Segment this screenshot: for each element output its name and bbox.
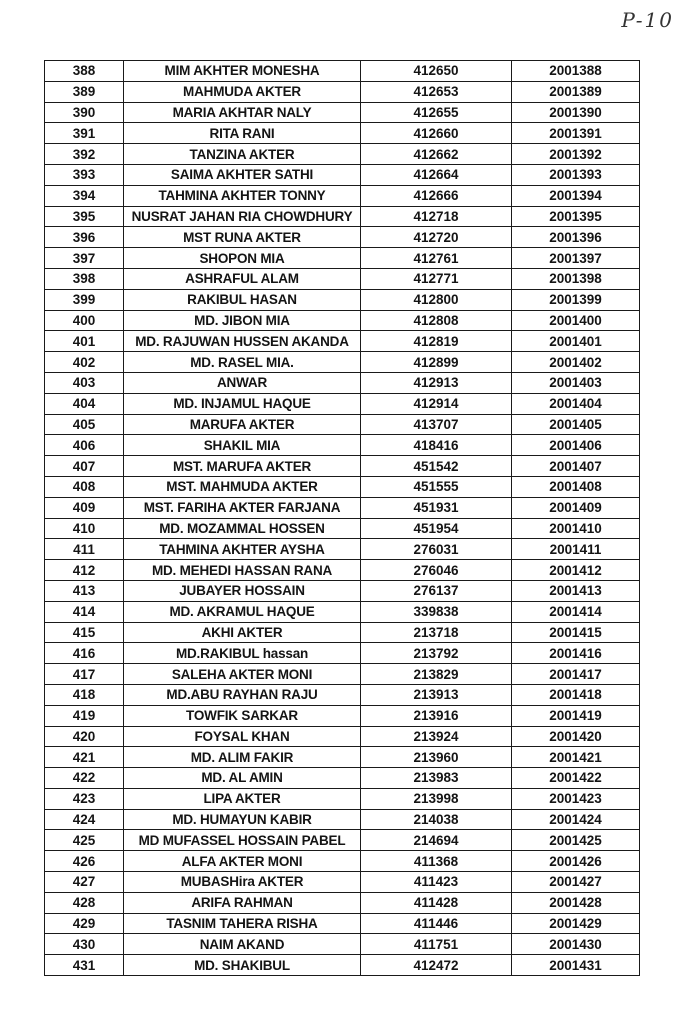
roll-cell: 2001388 xyxy=(512,61,640,82)
name-cell: ARIFA RAHMAN xyxy=(124,892,361,913)
name-cell: TOWFIK SARKAR xyxy=(124,705,361,726)
id-cell: 213792 xyxy=(361,643,512,664)
name-cell: JUBAYER HOSSAIN xyxy=(124,580,361,601)
table-row xyxy=(45,310,640,331)
serial-cell: 422 xyxy=(45,768,124,789)
roll-cell: 2001424 xyxy=(512,809,640,830)
table-row xyxy=(45,580,640,601)
table-row xyxy=(45,414,640,435)
roll-cell: 2001403 xyxy=(512,372,640,393)
id-cell: 213924 xyxy=(361,726,512,747)
table-row xyxy=(45,705,640,726)
table-row xyxy=(45,768,640,789)
roll-cell: 2001420 xyxy=(512,726,640,747)
serial-cell: 403 xyxy=(45,372,124,393)
roll-cell: 2001389 xyxy=(512,81,640,102)
name-cell: MST. MAHMUDA AKTER xyxy=(124,476,361,497)
serial-cell: 421 xyxy=(45,747,124,768)
name-cell: MD. RAJUWAN HUSSEN AKANDA xyxy=(124,331,361,352)
roll-cell: 2001404 xyxy=(512,393,640,414)
table-row xyxy=(45,809,640,830)
serial-cell: 408 xyxy=(45,476,124,497)
name-cell: SHOPON MIA xyxy=(124,248,361,269)
roll-cell: 2001402 xyxy=(512,352,640,373)
id-cell: 412650 xyxy=(361,61,512,82)
serial-cell: 426 xyxy=(45,851,124,872)
id-cell: 276046 xyxy=(361,560,512,581)
table-row xyxy=(45,476,640,497)
name-cell: MARUFA AKTER xyxy=(124,414,361,435)
serial-cell: 428 xyxy=(45,892,124,913)
serial-cell: 390 xyxy=(45,102,124,123)
name-cell: SAIMA AKHTER SATHI xyxy=(124,164,361,185)
table-row xyxy=(45,497,640,518)
table-row xyxy=(45,643,640,664)
name-cell: MD. AKRAMUL HAQUE xyxy=(124,601,361,622)
roll-cell: 2001413 xyxy=(512,580,640,601)
id-cell: 213916 xyxy=(361,705,512,726)
name-cell: MAHMUDA AKTER xyxy=(124,81,361,102)
name-cell: ALFA AKTER MONI xyxy=(124,851,361,872)
student-list-table xyxy=(44,60,640,976)
id-cell: 451542 xyxy=(361,456,512,477)
serial-cell: 415 xyxy=(45,622,124,643)
table-row xyxy=(45,393,640,414)
id-cell: 412720 xyxy=(361,227,512,248)
name-cell: FOYSAL KHAN xyxy=(124,726,361,747)
id-cell: 451954 xyxy=(361,518,512,539)
name-cell: SALEHA AKTER MONI xyxy=(124,664,361,685)
serial-cell: 412 xyxy=(45,560,124,581)
table-row xyxy=(45,747,640,768)
table-row xyxy=(45,102,640,123)
serial-cell: 398 xyxy=(45,268,124,289)
serial-cell: 429 xyxy=(45,913,124,934)
serial-cell: 400 xyxy=(45,310,124,331)
serial-cell: 397 xyxy=(45,248,124,269)
id-cell: 412666 xyxy=(361,185,512,206)
roll-cell: 2001411 xyxy=(512,539,640,560)
table-row xyxy=(45,185,640,206)
serial-cell: 405 xyxy=(45,414,124,435)
table-row xyxy=(45,352,640,373)
table-row xyxy=(45,164,640,185)
id-cell: 411368 xyxy=(361,851,512,872)
serial-cell: 394 xyxy=(45,185,124,206)
roll-cell: 2001396 xyxy=(512,227,640,248)
id-cell: 411751 xyxy=(361,934,512,955)
serial-cell: 392 xyxy=(45,144,124,165)
roll-cell: 2001392 xyxy=(512,144,640,165)
name-cell: MD. AL AMIN xyxy=(124,768,361,789)
roll-cell: 2001399 xyxy=(512,289,640,310)
serial-cell: 430 xyxy=(45,934,124,955)
table-row xyxy=(45,456,640,477)
id-cell: 276031 xyxy=(361,539,512,560)
name-cell: MD. ALIM FAKIR xyxy=(124,747,361,768)
table-row xyxy=(45,851,640,872)
name-cell: MARIA AKHTAR NALY xyxy=(124,102,361,123)
name-cell: MST. FARIHA AKTER FARJANA xyxy=(124,497,361,518)
serial-cell: 404 xyxy=(45,393,124,414)
id-cell: 413707 xyxy=(361,414,512,435)
serial-cell: 416 xyxy=(45,643,124,664)
table-row xyxy=(45,81,640,102)
roll-cell: 2001416 xyxy=(512,643,640,664)
id-cell: 213718 xyxy=(361,622,512,643)
table-row xyxy=(45,372,640,393)
table-row xyxy=(45,206,640,227)
name-cell: TAHMINA AKHTER AYSHA xyxy=(124,539,361,560)
table-row xyxy=(45,539,640,560)
roll-cell: 2001425 xyxy=(512,830,640,851)
table-row xyxy=(45,601,640,622)
roll-cell: 2001391 xyxy=(512,123,640,144)
table-row xyxy=(45,123,640,144)
table-row xyxy=(45,289,640,310)
table-row xyxy=(45,248,640,269)
id-cell: 412914 xyxy=(361,393,512,414)
table-row xyxy=(45,331,640,352)
table-row xyxy=(45,830,640,851)
name-cell: LIPA AKTER xyxy=(124,788,361,809)
serial-cell: 418 xyxy=(45,684,124,705)
roll-cell: 2001417 xyxy=(512,664,640,685)
name-cell: MIM AKHTER MONESHA xyxy=(124,61,361,82)
name-cell: NAIM AKAND xyxy=(124,934,361,955)
serial-cell: 417 xyxy=(45,664,124,685)
name-cell: MD. JIBON MIA xyxy=(124,310,361,331)
name-cell: MD.RAKIBUL hassan xyxy=(124,643,361,664)
serial-cell: 410 xyxy=(45,518,124,539)
serial-cell: 413 xyxy=(45,580,124,601)
name-cell: MD. SHAKIBUL xyxy=(124,955,361,976)
name-cell: ANWAR xyxy=(124,372,361,393)
name-cell: MD.ABU RAYHAN RAJU xyxy=(124,684,361,705)
serial-cell: 411 xyxy=(45,539,124,560)
roll-cell: 2001429 xyxy=(512,913,640,934)
name-cell: MD. MOZAMMAL HOSSEN xyxy=(124,518,361,539)
roll-cell: 2001407 xyxy=(512,456,640,477)
id-cell: 412771 xyxy=(361,268,512,289)
id-cell: 451931 xyxy=(361,497,512,518)
id-cell: 412472 xyxy=(361,955,512,976)
id-cell: 412913 xyxy=(361,372,512,393)
id-cell: 214694 xyxy=(361,830,512,851)
id-cell: 418416 xyxy=(361,435,512,456)
id-cell: 276137 xyxy=(361,580,512,601)
name-cell: MD. HUMAYUN KABIR xyxy=(124,809,361,830)
id-cell: 412653 xyxy=(361,81,512,102)
roll-cell: 2001431 xyxy=(512,955,640,976)
table-row xyxy=(45,872,640,893)
roll-cell: 2001390 xyxy=(512,102,640,123)
roll-cell: 2001412 xyxy=(512,560,640,581)
serial-cell: 399 xyxy=(45,289,124,310)
roll-cell: 2001419 xyxy=(512,705,640,726)
serial-cell: 425 xyxy=(45,830,124,851)
table-row xyxy=(45,913,640,934)
id-cell: 412660 xyxy=(361,123,512,144)
id-cell: 412899 xyxy=(361,352,512,373)
roll-cell: 2001394 xyxy=(512,185,640,206)
id-cell: 213960 xyxy=(361,747,512,768)
name-cell: MUBASHira AKTER xyxy=(124,872,361,893)
roll-cell: 2001430 xyxy=(512,934,640,955)
roll-cell: 2001421 xyxy=(512,747,640,768)
table-row xyxy=(45,560,640,581)
table-row xyxy=(45,435,640,456)
roll-cell: 2001409 xyxy=(512,497,640,518)
id-cell: 411428 xyxy=(361,892,512,913)
id-cell: 213983 xyxy=(361,768,512,789)
roll-cell: 2001422 xyxy=(512,768,640,789)
table-row xyxy=(45,788,640,809)
id-cell: 412808 xyxy=(361,310,512,331)
table-row xyxy=(45,934,640,955)
roll-cell: 2001414 xyxy=(512,601,640,622)
page-number-note: P-10 xyxy=(621,8,674,32)
name-cell: ASHRAFUL ALAM xyxy=(124,268,361,289)
roll-cell: 2001410 xyxy=(512,518,640,539)
roll-cell: 2001401 xyxy=(512,331,640,352)
roll-cell: 2001426 xyxy=(512,851,640,872)
table-row xyxy=(45,144,640,165)
name-cell: TASNIM TAHERA RISHA xyxy=(124,913,361,934)
serial-cell: 419 xyxy=(45,705,124,726)
roll-cell: 2001408 xyxy=(512,476,640,497)
serial-cell: 389 xyxy=(45,81,124,102)
serial-cell: 414 xyxy=(45,601,124,622)
table-row xyxy=(45,726,640,747)
name-cell: RAKIBUL HASAN xyxy=(124,289,361,310)
id-cell: 412664 xyxy=(361,164,512,185)
serial-cell: 423 xyxy=(45,788,124,809)
table-row xyxy=(45,227,640,248)
id-cell: 411423 xyxy=(361,872,512,893)
serial-cell: 424 xyxy=(45,809,124,830)
serial-cell: 388 xyxy=(45,61,124,82)
serial-cell: 402 xyxy=(45,352,124,373)
id-cell: 412800 xyxy=(361,289,512,310)
id-cell: 412718 xyxy=(361,206,512,227)
serial-cell: 420 xyxy=(45,726,124,747)
roll-cell: 2001398 xyxy=(512,268,640,289)
id-cell: 213829 xyxy=(361,664,512,685)
serial-cell: 395 xyxy=(45,206,124,227)
id-cell: 213998 xyxy=(361,788,512,809)
name-cell: AKHI AKTER xyxy=(124,622,361,643)
name-cell: MST RUNA AKTER xyxy=(124,227,361,248)
id-cell: 411446 xyxy=(361,913,512,934)
roll-cell: 2001393 xyxy=(512,164,640,185)
table-body xyxy=(45,61,640,976)
roll-cell: 2001400 xyxy=(512,310,640,331)
serial-cell: 401 xyxy=(45,331,124,352)
id-cell: 412662 xyxy=(361,144,512,165)
roll-cell: 2001397 xyxy=(512,248,640,269)
table-row xyxy=(45,518,640,539)
roll-cell: 2001423 xyxy=(512,788,640,809)
id-cell: 412819 xyxy=(361,331,512,352)
serial-cell: 427 xyxy=(45,872,124,893)
table-row xyxy=(45,622,640,643)
name-cell: MST. MARUFA AKTER xyxy=(124,456,361,477)
table-row xyxy=(45,268,640,289)
table-row xyxy=(45,684,640,705)
serial-cell: 393 xyxy=(45,164,124,185)
name-cell: NUSRAT JAHAN RIA CHOWDHURY xyxy=(124,206,361,227)
id-cell: 339838 xyxy=(361,601,512,622)
serial-cell: 406 xyxy=(45,435,124,456)
table-row xyxy=(45,61,640,82)
roll-cell: 2001427 xyxy=(512,872,640,893)
name-cell: MD. INJAMUL HAQUE xyxy=(124,393,361,414)
roll-cell: 2001418 xyxy=(512,684,640,705)
table-row xyxy=(45,955,640,976)
table-row xyxy=(45,664,640,685)
serial-cell: 409 xyxy=(45,497,124,518)
serial-cell: 391 xyxy=(45,123,124,144)
name-cell: MD MUFASSEL HOSSAIN PABEL xyxy=(124,830,361,851)
id-cell: 412761 xyxy=(361,248,512,269)
table-row xyxy=(45,892,640,913)
roll-cell: 2001406 xyxy=(512,435,640,456)
id-cell: 213913 xyxy=(361,684,512,705)
name-cell: SHAKIL MIA xyxy=(124,435,361,456)
roll-cell: 2001405 xyxy=(512,414,640,435)
name-cell: RITA RANI xyxy=(124,123,361,144)
roll-cell: 2001428 xyxy=(512,892,640,913)
id-cell: 214038 xyxy=(361,809,512,830)
name-cell: TAHMINA AKHTER TONNY xyxy=(124,185,361,206)
name-cell: MD. MEHEDI HASSAN RANA xyxy=(124,560,361,581)
id-cell: 451555 xyxy=(361,476,512,497)
name-cell: MD. RASEL MIA. xyxy=(124,352,361,373)
serial-cell: 407 xyxy=(45,456,124,477)
id-cell: 412655 xyxy=(361,102,512,123)
roll-cell: 2001415 xyxy=(512,622,640,643)
roll-cell: 2001395 xyxy=(512,206,640,227)
name-cell: TANZINA AKTER xyxy=(124,144,361,165)
serial-cell: 431 xyxy=(45,955,124,976)
serial-cell: 396 xyxy=(45,227,124,248)
